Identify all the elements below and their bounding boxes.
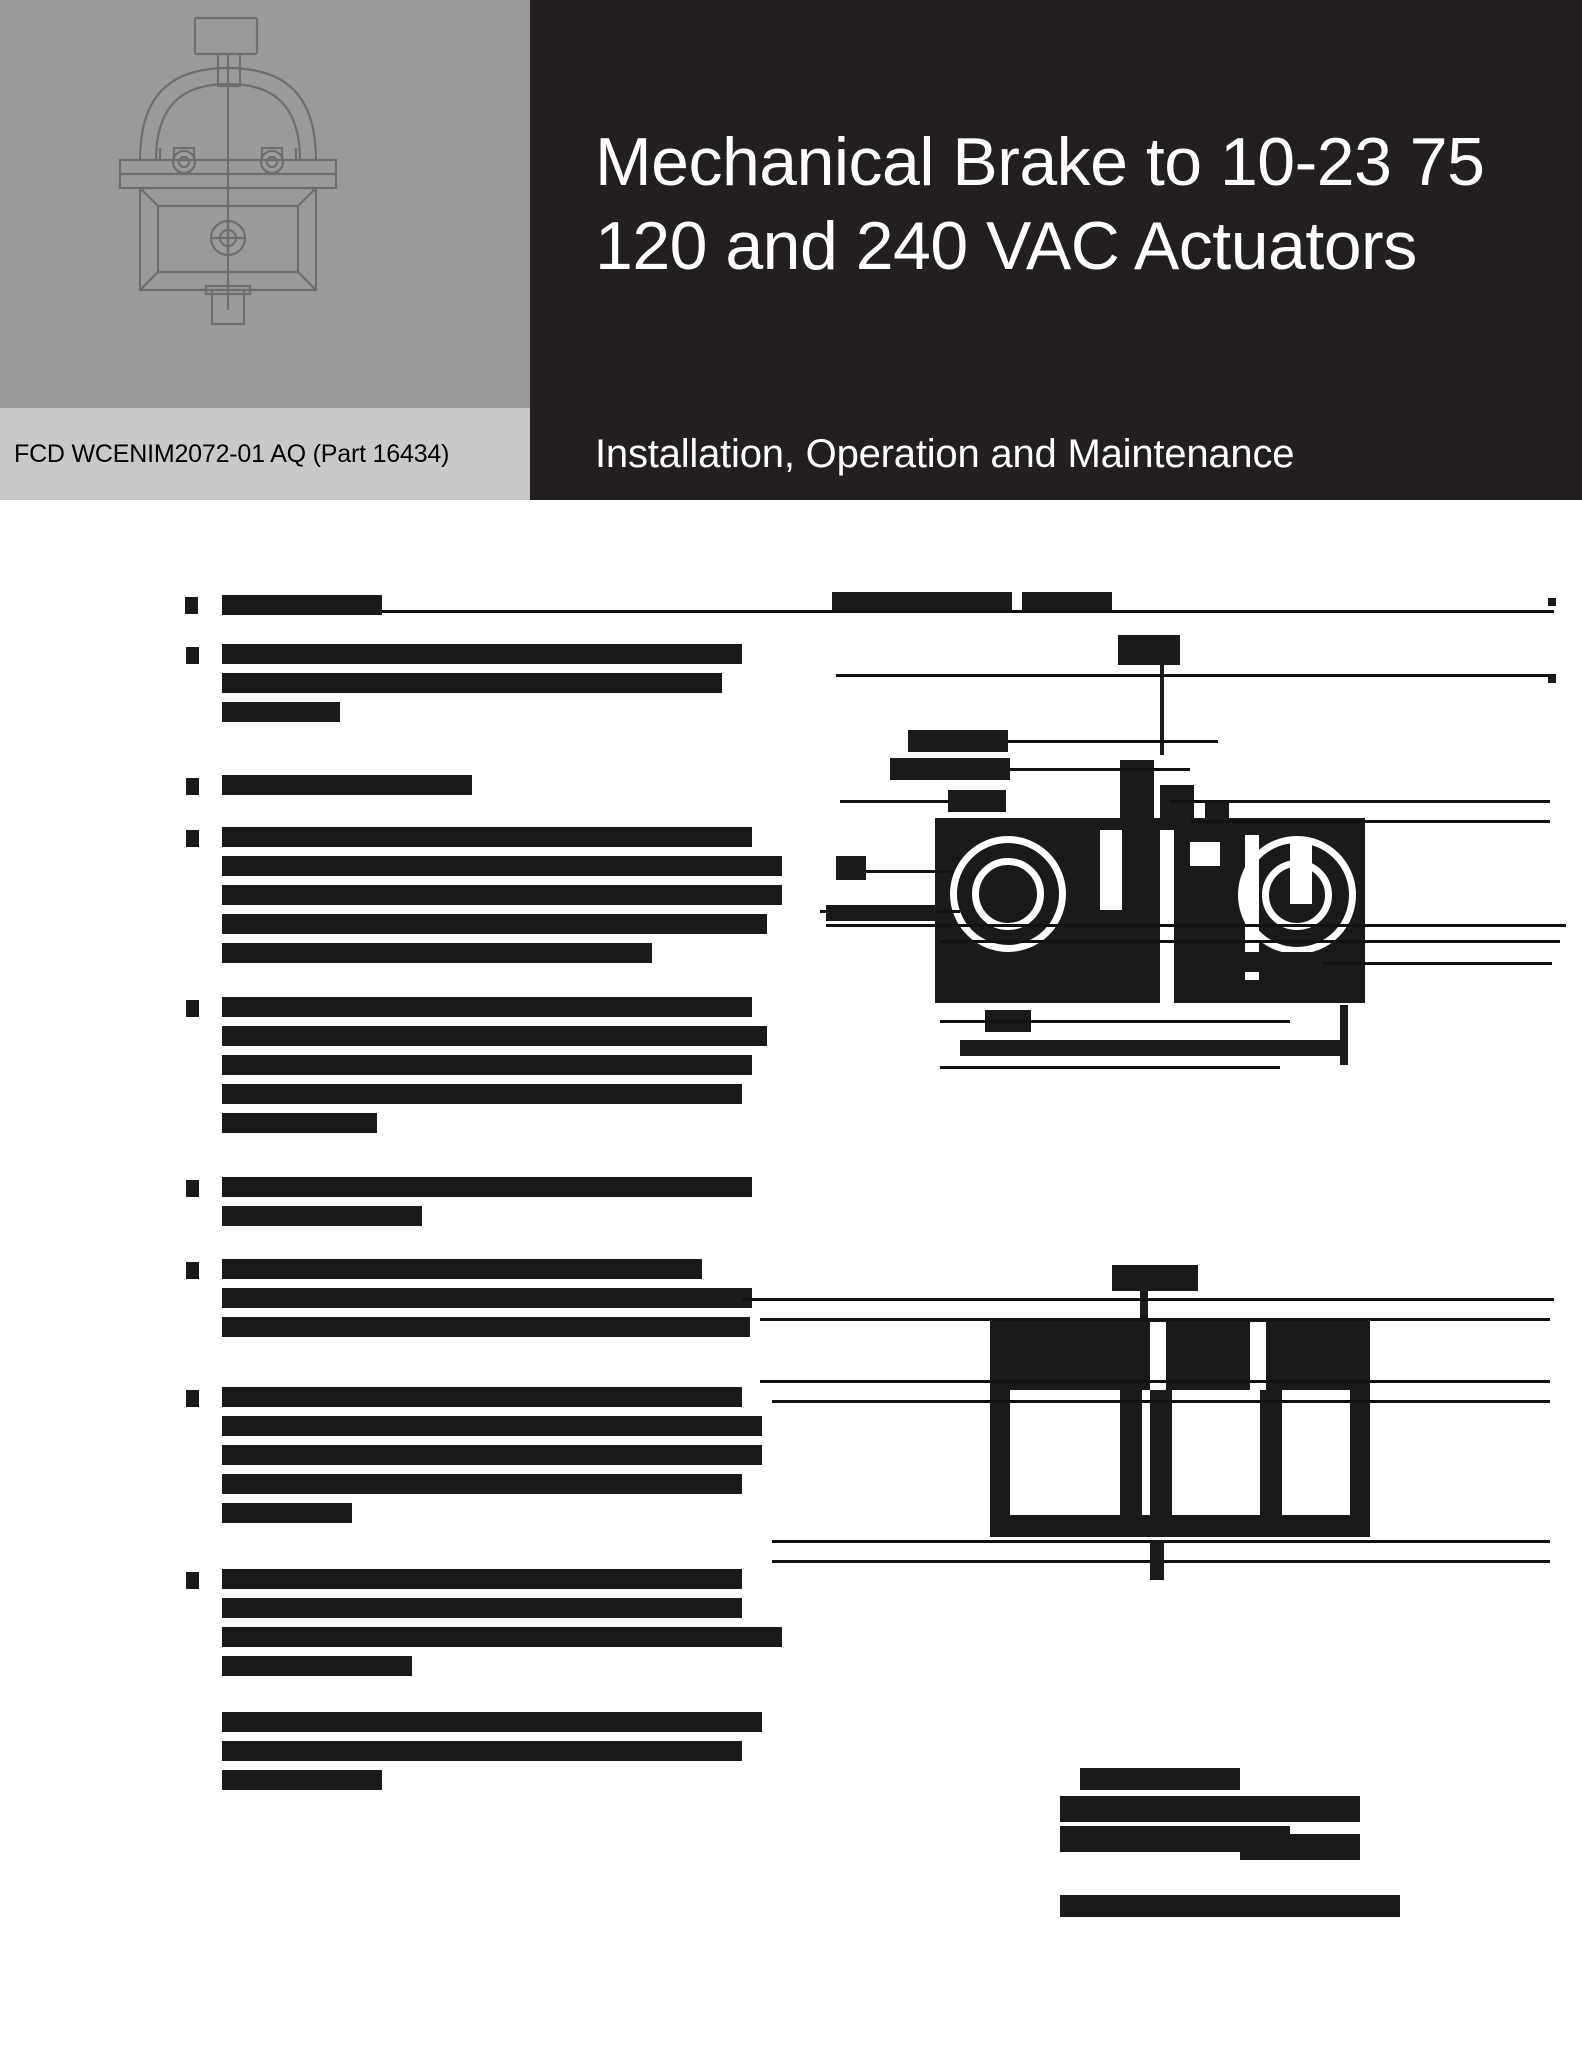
redacted-text xyxy=(222,997,752,1017)
actuator-line-drawing xyxy=(100,10,430,400)
figure-body xyxy=(990,1320,1370,1360)
redacted-text xyxy=(222,1259,702,1279)
redacted-text xyxy=(222,1288,752,1308)
redacted-text xyxy=(222,1026,767,1046)
list-number xyxy=(186,1572,199,1589)
document-code-panel xyxy=(0,408,530,500)
document-code: FCD WCENIM2072-01 AQ (Part 16434) xyxy=(14,439,450,468)
list-number xyxy=(186,647,199,664)
leader-rule xyxy=(940,1066,1280,1069)
redacted-text xyxy=(222,1503,352,1523)
redacted-text xyxy=(222,914,767,934)
redacted-text xyxy=(222,595,382,615)
figure-callout xyxy=(1238,952,1322,972)
cover-header xyxy=(0,0,1582,500)
leader-rule xyxy=(940,1020,1290,1023)
figure-callout xyxy=(960,1040,1340,1056)
figure-body xyxy=(1160,785,1194,825)
figure-callout xyxy=(1238,980,1322,1000)
product-image-panel xyxy=(0,0,530,408)
figure-callout xyxy=(826,905,936,921)
redacted-text xyxy=(222,856,782,876)
figure-body xyxy=(990,1515,1370,1537)
figure-cutout xyxy=(1190,842,1220,866)
figure-body xyxy=(990,1390,1010,1520)
leader-rule xyxy=(1008,740,1218,743)
redacted-text xyxy=(222,644,742,664)
leader-rule xyxy=(760,1380,1550,1383)
redacted-text xyxy=(222,1712,762,1732)
figure-cutout xyxy=(1160,830,1174,1004)
redacted-text xyxy=(222,775,472,795)
leader-rule xyxy=(836,674,1556,677)
redacted-text xyxy=(222,1206,422,1226)
figure-leader xyxy=(1140,1291,1148,1319)
leader-rule xyxy=(826,924,1566,927)
redacted-text xyxy=(222,1474,742,1494)
cover-subtitle-panel xyxy=(530,408,1582,500)
leader-rule xyxy=(940,940,1560,943)
redacted-text xyxy=(222,1317,750,1337)
redacted-text xyxy=(222,1569,742,1589)
figure-leader xyxy=(1340,1005,1348,1065)
list-number xyxy=(186,1180,199,1197)
gear-ring-icon xyxy=(972,858,1044,930)
figure-body xyxy=(1120,1390,1142,1520)
figure-body xyxy=(1260,1390,1282,1520)
gear-ring-icon xyxy=(1262,860,1332,930)
redacted-text xyxy=(222,943,652,963)
redacted-text xyxy=(222,1177,752,1197)
figure-callout xyxy=(948,790,1006,812)
redacted-text xyxy=(222,1113,377,1133)
redacted-text xyxy=(222,1084,742,1104)
figure-callout xyxy=(890,758,1010,780)
redacted-text xyxy=(222,885,782,905)
redacted-text xyxy=(222,1656,412,1676)
figure-caption-text xyxy=(1240,1834,1360,1860)
page-title-line-2: 120 and 240 VAC Actuators xyxy=(595,208,1417,284)
leader-rule xyxy=(1170,800,1550,803)
redacted-text xyxy=(222,1627,782,1647)
redacted-text xyxy=(832,592,1012,610)
redacted-text xyxy=(222,1598,742,1618)
leader-rule xyxy=(840,800,950,803)
figure-body xyxy=(1350,1390,1370,1520)
leader-rule xyxy=(742,1298,1554,1301)
leader-rule xyxy=(1322,962,1552,965)
list-number xyxy=(186,830,199,847)
cover-title-panel xyxy=(530,0,1582,408)
figure-callout xyxy=(1118,635,1180,665)
figure-caption-text xyxy=(1060,1796,1360,1822)
redacted-text xyxy=(222,1416,762,1436)
redacted-text xyxy=(1022,592,1112,610)
redacted-text xyxy=(222,1387,742,1407)
figure-body xyxy=(1150,1390,1172,1520)
page-title-line-1: Mechanical Brake to 10-23 75 xyxy=(595,123,1485,200)
redacted-text xyxy=(222,1055,752,1075)
redacted-text xyxy=(222,1770,382,1790)
leader-rule xyxy=(1010,768,1190,771)
page-subtitle: Installation, Operation and Maintenance xyxy=(595,431,1295,476)
figure-callout xyxy=(836,856,866,880)
leader-rule xyxy=(382,610,1554,613)
redacted-text xyxy=(222,1741,742,1761)
redacted-text xyxy=(222,673,722,693)
figure-caption-text xyxy=(1060,1895,1400,1917)
figure-body xyxy=(990,1360,1370,1390)
list-number xyxy=(186,778,199,795)
leader-rule xyxy=(760,1318,1550,1321)
document-body xyxy=(0,500,1582,2048)
redacted-text xyxy=(222,1445,762,1465)
figure-caption-text xyxy=(1080,1768,1240,1790)
figure-callout xyxy=(1112,1265,1198,1291)
leader-rule xyxy=(1190,820,1550,823)
list-number xyxy=(185,597,198,614)
list-number xyxy=(186,1000,199,1017)
leader-rule xyxy=(772,1400,1550,1403)
list-number xyxy=(186,1390,199,1407)
redacted-text xyxy=(222,702,340,722)
margin-mark xyxy=(1548,598,1556,606)
redacted-text xyxy=(222,827,752,847)
figure-cutout xyxy=(1100,830,1122,910)
margin-mark xyxy=(1548,675,1556,683)
figure-callout xyxy=(908,730,1008,752)
list-number xyxy=(186,1262,199,1279)
figure-leader xyxy=(1150,1540,1164,1580)
